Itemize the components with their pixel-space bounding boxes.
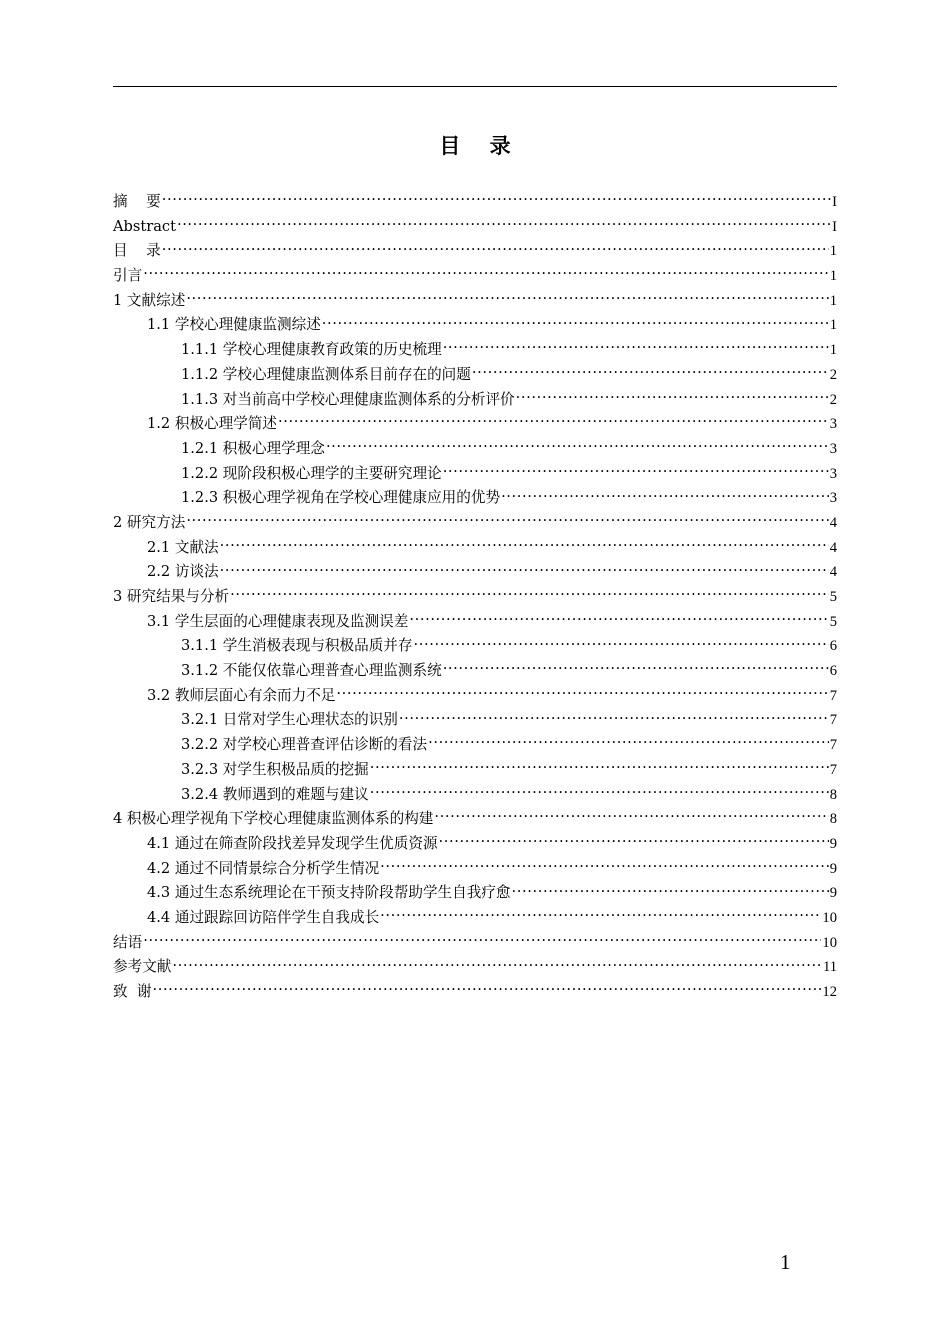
toc-entry-page: 6 xyxy=(829,663,837,680)
toc-entry-page: 11 xyxy=(822,959,837,976)
toc-dot-leader xyxy=(143,932,821,947)
toc-entry-label: 3.2.2 对学校心理普查评估诊断的看法 xyxy=(181,736,428,754)
toc-dot-leader xyxy=(439,833,829,848)
toc-entry-page: 5 xyxy=(829,589,837,605)
toc-entry-page: 4 xyxy=(829,514,837,531)
toc-dot-leader xyxy=(443,463,829,478)
toc-entry-label: 1 文献综述 xyxy=(113,291,186,309)
toc-dot-leader xyxy=(162,241,829,256)
toc-entry[interactable] xyxy=(113,437,837,462)
toc-dot-leader xyxy=(220,537,829,552)
toc-dot-leader xyxy=(162,191,831,206)
toc-dot-leader xyxy=(177,216,831,231)
toc-entry-label: 3.1.1 学生消极表现与积极品质并存 xyxy=(181,637,413,655)
toc-entry-page: 10 xyxy=(822,909,837,926)
toc-dot-leader xyxy=(399,710,829,725)
toc-entry-label: 2.1 文献法 xyxy=(147,538,219,556)
toc-dot-leader xyxy=(512,883,829,898)
toc-entry-page: 5 xyxy=(829,613,837,630)
toc-dot-leader xyxy=(230,586,829,601)
toc-dot-leader xyxy=(434,809,828,824)
toc-entry-page: 8 xyxy=(829,811,837,828)
toc-entry-label: 1.2 积极心理学简述 xyxy=(147,415,278,433)
toc-entry[interactable] xyxy=(113,239,837,264)
toc-entry[interactable] xyxy=(113,560,837,585)
toc-dot-leader xyxy=(370,784,829,799)
toc-entry-page: 9 xyxy=(829,860,837,877)
toc-title: 目 录 xyxy=(439,134,511,158)
toc-entry-label: 1.1.2 学校心理健康监测体系目前存在的问题 xyxy=(181,365,471,383)
table-of-contents xyxy=(113,190,837,1005)
toc-entry[interactable] xyxy=(113,857,837,882)
toc-dot-leader xyxy=(172,957,822,972)
toc-entry[interactable] xyxy=(113,462,837,487)
toc-entry-page: 1 xyxy=(829,292,837,309)
toc-entry[interactable] xyxy=(113,585,837,610)
toc-entry-label: 4.3 通过生态系统理论在干预支持阶段帮助学生自我疗愈 xyxy=(147,884,511,902)
toc-dot-leader xyxy=(501,488,829,503)
toc-entry-page: I xyxy=(832,194,837,210)
toc-dot-leader xyxy=(380,858,829,873)
toc-entry[interactable] xyxy=(113,511,837,536)
toc-entry-page: 1 xyxy=(829,317,837,334)
toc-entry-page: 2 xyxy=(829,391,837,408)
toc-entry[interactable] xyxy=(113,289,837,314)
toc-entry-page: 12 xyxy=(822,984,837,1000)
toc-dot-leader xyxy=(278,414,829,429)
toc-entry-page: 7 xyxy=(829,761,837,778)
toc-entry[interactable] xyxy=(113,733,837,758)
toc-entry-page: 3 xyxy=(829,490,837,507)
toc-entry[interactable] xyxy=(113,264,837,289)
header-rule xyxy=(113,86,837,87)
toc-entry-label: 3.2.1 日常对学生心理状态的识别 xyxy=(181,711,398,729)
toc-entry[interactable] xyxy=(113,190,837,215)
toc-entry[interactable] xyxy=(113,955,837,980)
toc-dot-leader xyxy=(380,907,821,922)
toc-entry-page: 2 xyxy=(829,366,837,383)
toc-entry-label: 4.2 通过不同情景综合分析学生情况 xyxy=(147,859,380,877)
toc-entry-label: 3.2.4 教师遇到的难题与建议 xyxy=(181,785,369,803)
toc-entry-label: 3.1 学生层面的心理健康表现及监测误差 xyxy=(147,612,409,630)
toc-entry[interactable] xyxy=(113,659,837,684)
toc-entry-label: 1.1.3 对当前高中学校心理健康监测体系的分析评价 xyxy=(181,390,515,408)
toc-entry-label: 2.2 访谈法 xyxy=(147,563,219,581)
toc-entry-label: 1.2.3 积极心理学视角在学校心理健康应用的优势 xyxy=(181,489,501,507)
toc-dot-leader xyxy=(186,512,828,527)
toc-entry[interactable] xyxy=(113,881,837,906)
toc-dot-leader xyxy=(516,389,829,404)
toc-entry-page: 3 xyxy=(829,440,837,457)
toc-entry-label: 4.4 通过跟踪回访陪伴学生自我成长 xyxy=(147,908,380,926)
toc-entry-label: 1.1.1 学校心理健康教育政策的历史梳理 xyxy=(181,341,442,359)
toc-dot-leader xyxy=(186,290,828,305)
toc-entry[interactable] xyxy=(113,807,837,832)
page-number: 1 xyxy=(780,1250,791,1274)
toc-entry[interactable] xyxy=(113,363,837,388)
toc-entry[interactable] xyxy=(113,388,837,413)
toc-entry[interactable] xyxy=(113,338,837,363)
toc-dot-leader xyxy=(322,315,829,330)
toc-entry[interactable] xyxy=(113,486,837,511)
toc-entry-label: 引言 xyxy=(113,267,143,285)
toc-entry-page: 7 xyxy=(829,712,837,729)
toc-entry-page: 3 xyxy=(829,465,837,482)
toc-entry[interactable] xyxy=(113,313,837,338)
toc-entry[interactable] xyxy=(113,783,837,808)
toc-dot-leader xyxy=(370,759,829,774)
toc-entry[interactable] xyxy=(113,684,837,709)
toc-dot-leader xyxy=(443,340,829,355)
toc-entry-page: 7 xyxy=(829,737,837,754)
toc-entry[interactable] xyxy=(113,536,837,561)
toc-entry[interactable] xyxy=(113,758,837,783)
toc-entry-label: 1.1 学校心理健康监测综述 xyxy=(147,316,321,334)
toc-dot-leader xyxy=(443,660,829,675)
toc-entry-page: 6 xyxy=(829,638,837,655)
toc-dot-leader xyxy=(220,562,829,577)
toc-entry-label: 目 录 xyxy=(113,242,161,260)
toc-dot-leader xyxy=(152,981,821,996)
toc-entry-label: 参考文献 xyxy=(113,958,172,976)
toc-entry-label: 3 研究结果与分析 xyxy=(113,588,230,605)
toc-entry-label: 4.1 通过在筛查阶段找差异发现学生优质资源 xyxy=(147,834,438,852)
toc-entry-page: 9 xyxy=(829,835,837,852)
toc-entry[interactable] xyxy=(113,708,837,733)
toc-dot-leader xyxy=(472,364,829,379)
toc-entry-label: 2 研究方法 xyxy=(113,513,186,531)
toc-entry[interactable] xyxy=(113,906,837,931)
toc-entry-page: 9 xyxy=(829,885,837,902)
toc-entry-label: 4 积极心理学视角下学校心理健康监测体系的构建 xyxy=(113,810,434,828)
toc-dot-leader xyxy=(326,438,829,453)
toc-entry-label: 结语 xyxy=(113,933,143,951)
toc-entry[interactable] xyxy=(113,610,837,635)
toc-entry[interactable] xyxy=(113,832,837,857)
toc-entry-page: 8 xyxy=(829,786,837,803)
toc-dot-leader xyxy=(409,611,828,626)
toc-entry[interactable] xyxy=(113,215,837,240)
toc-entry-label: Abstract xyxy=(113,217,176,235)
toc-entry[interactable] xyxy=(113,931,837,956)
toc-entry-label: 摘 要 xyxy=(113,193,161,210)
toc-entry-page: 7 xyxy=(829,687,837,704)
toc-entry-page: 1 xyxy=(829,268,837,285)
toc-entry-label: 1.2.2 现阶段积极心理学的主要研究理论 xyxy=(181,464,442,482)
toc-dot-leader xyxy=(414,636,829,651)
toc-entry-page: 1 xyxy=(829,243,837,260)
toc-entry-label: 3.2 教师层面心有余而力不足 xyxy=(147,686,336,704)
toc-entry-label: 3.1.2 不能仅依靠心理普查心理监测系统 xyxy=(181,662,442,680)
toc-dot-leader xyxy=(336,685,828,700)
toc-entry-page: I xyxy=(832,218,837,235)
toc-dot-leader xyxy=(143,265,829,280)
toc-entry-label: 致 谢 xyxy=(113,983,152,1000)
toc-entry-page: 3 xyxy=(829,416,837,433)
toc-entry[interactable] xyxy=(113,412,837,437)
toc-entry-label: 1.2.1 积极心理学理念 xyxy=(181,439,325,457)
toc-entry[interactable] xyxy=(113,980,837,1005)
toc-entry-page: 4 xyxy=(829,564,837,581)
toc-entry-page: 4 xyxy=(829,539,837,556)
toc-entry-label: 3.2.3 对学生积极品质的挖掘 xyxy=(181,760,369,778)
toc-dot-leader xyxy=(428,735,829,750)
toc-entry[interactable] xyxy=(113,634,837,659)
toc-entry-page: 10 xyxy=(822,934,837,951)
toc-entry-page: 1 xyxy=(829,342,837,359)
